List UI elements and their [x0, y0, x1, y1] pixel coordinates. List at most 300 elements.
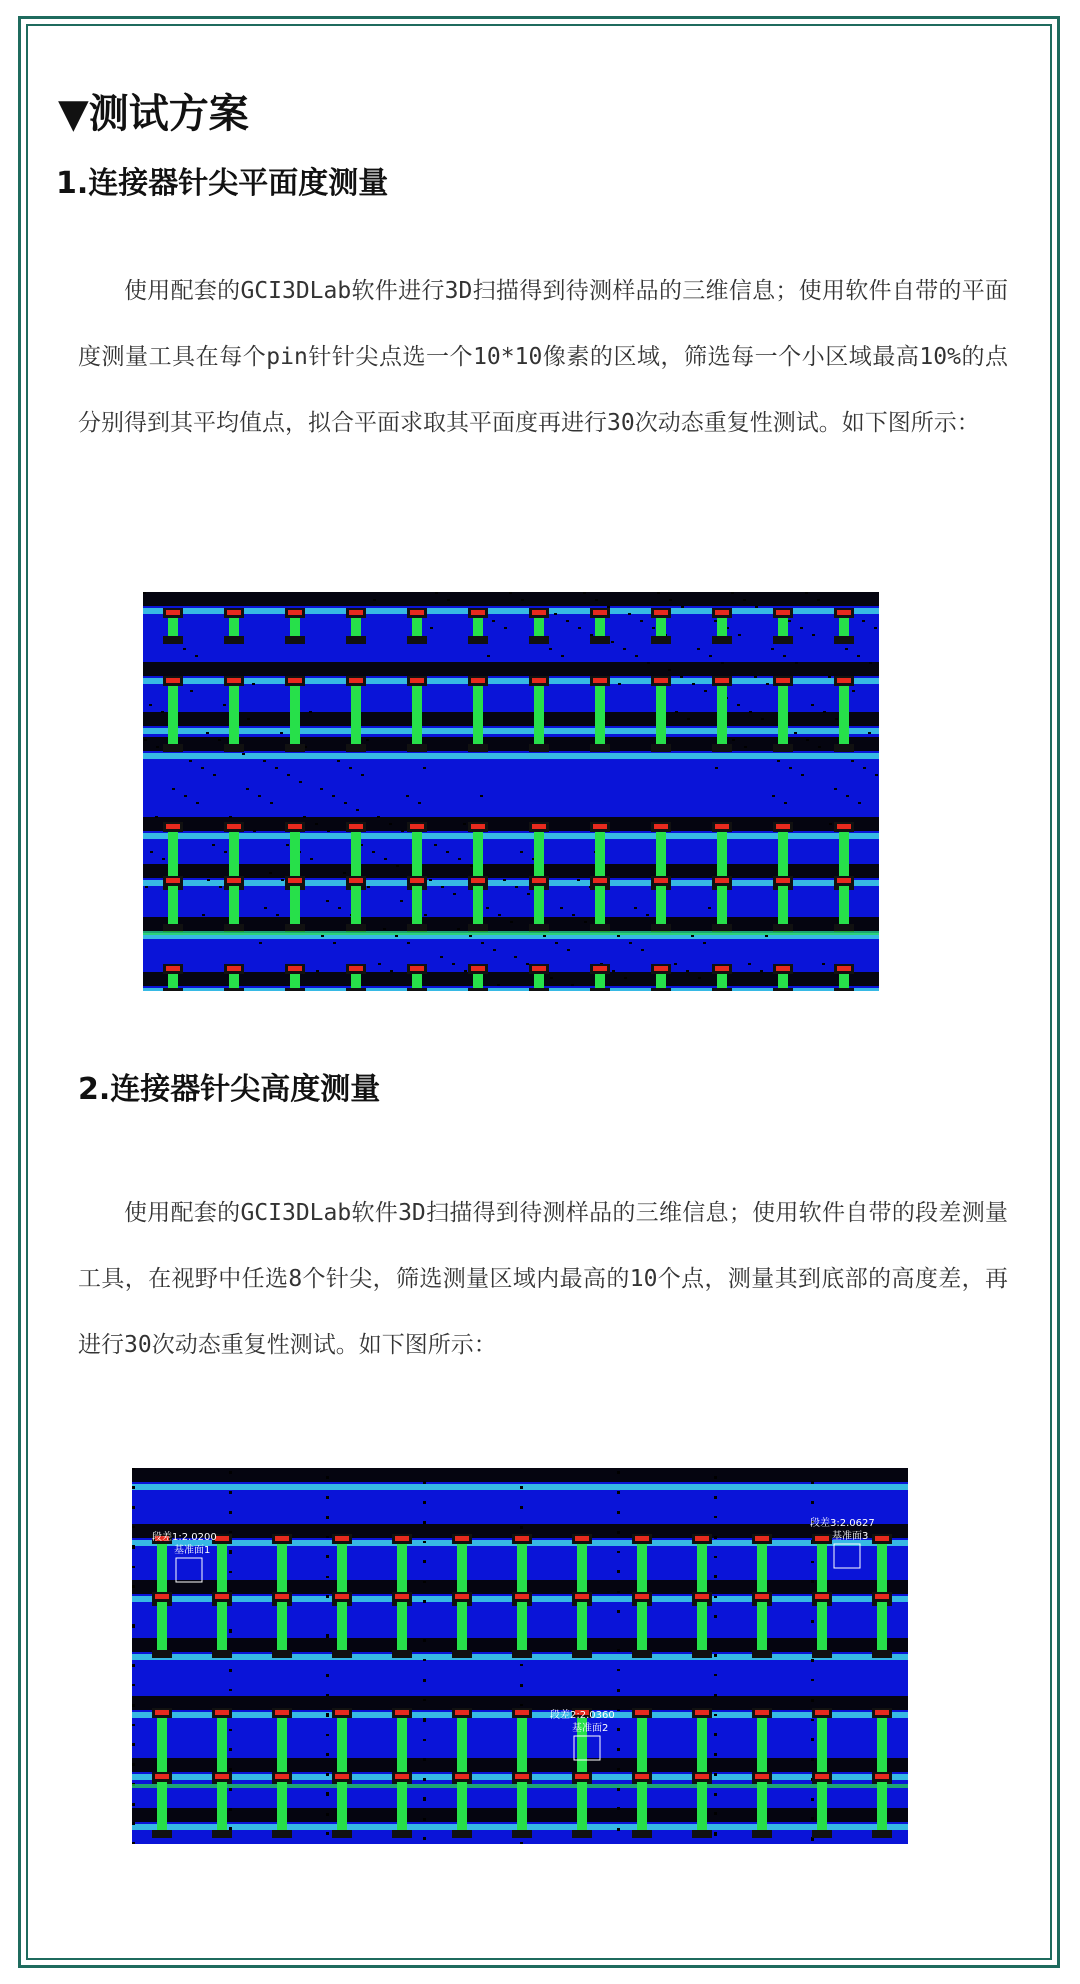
noise-speck	[714, 1793, 717, 1795]
noise-speck	[423, 1639, 426, 1641]
pin-foot	[163, 744, 183, 752]
pin-foot	[712, 924, 732, 932]
noise-speck	[822, 963, 825, 965]
pin-body	[697, 1542, 707, 1598]
pin-tip	[227, 966, 241, 971]
pin-body	[290, 972, 300, 988]
noise-speck	[229, 1689, 232, 1691]
noise-speck	[869, 662, 872, 664]
noise-speck	[811, 1580, 814, 1582]
noise-speck	[811, 1481, 814, 1483]
noise-speck	[748, 963, 751, 965]
pin-body	[351, 972, 361, 988]
noise-speck	[714, 1654, 717, 1656]
pin-body	[397, 1716, 407, 1776]
noise-speck	[258, 795, 261, 797]
annotation-value: 段差3:2.0627	[810, 1518, 875, 1529]
pin-foot	[590, 988, 610, 991]
pin-body	[839, 616, 849, 636]
pin-body	[577, 1542, 587, 1598]
noise-speck	[423, 1581, 426, 1583]
pin-foot	[272, 1830, 292, 1838]
pin-tip	[515, 1710, 529, 1715]
noise-speck	[817, 599, 820, 601]
pin-body	[817, 1600, 827, 1650]
noise-speck	[356, 809, 359, 811]
noise-speck	[326, 1595, 329, 1597]
pin-body	[290, 616, 300, 636]
pin-tip	[715, 610, 729, 615]
edge-smear	[143, 931, 879, 935]
pin-foot	[285, 744, 305, 752]
noise-speck	[578, 627, 581, 629]
noise-speck	[628, 613, 631, 615]
noise-speck	[299, 781, 302, 783]
pin-tip	[215, 1710, 229, 1715]
pin-foot	[512, 1830, 532, 1838]
noise-speck	[132, 1624, 135, 1626]
pin-foot	[212, 1650, 232, 1658]
pin-tip	[695, 1536, 709, 1541]
pin-body	[217, 1600, 227, 1650]
noise-speck	[617, 1649, 620, 1651]
pin-tip	[815, 1774, 829, 1779]
pin-body	[473, 616, 483, 636]
noise-speck	[132, 1585, 135, 1587]
noise-speck	[400, 900, 403, 902]
noise-speck	[784, 802, 787, 804]
pin-body	[656, 830, 666, 882]
pin-tip	[227, 610, 241, 615]
pin-body	[473, 972, 483, 988]
pin-body	[877, 1716, 887, 1776]
cyan-rail	[143, 833, 879, 839]
noise-speck	[858, 802, 861, 804]
noise-speck	[189, 760, 192, 762]
pin-tip	[695, 1594, 709, 1599]
noise-speck	[326, 1476, 329, 1478]
noise-speck	[423, 1560, 426, 1562]
noise-speck	[326, 1576, 329, 1578]
noise-speck	[714, 1733, 717, 1735]
noise-speck	[801, 774, 804, 776]
pin-body	[217, 1716, 227, 1776]
pin-body	[412, 884, 422, 924]
pin-body	[637, 1600, 647, 1650]
pin-tip	[471, 966, 485, 971]
noise-speck	[714, 1575, 717, 1577]
noise-speck	[714, 1753, 717, 1755]
noise-speck	[326, 1536, 329, 1538]
noise-speck	[492, 620, 495, 622]
noise-speck	[310, 858, 313, 860]
pin-body	[337, 1542, 347, 1598]
noise-speck	[223, 704, 226, 706]
noise-speck	[423, 1699, 426, 1701]
noise-speck	[150, 851, 153, 853]
pin-tip	[837, 966, 851, 971]
noise-speck	[212, 844, 215, 846]
pin-tip	[410, 678, 424, 683]
dark-band	[143, 662, 879, 676]
dark-band	[143, 972, 879, 986]
noise-speck	[811, 1699, 814, 1701]
paragraph-height: 使用配套的GCI3DLab软件3D扫描得到待测样品的三维信息；使用软件自带的段差测量工具，在视野中任选8个针尖，筛选测量区域内最高的10个点，测量其到底部的高度差，再进行30次动态重复性测试。如下图所示：	[78, 1200, 1008, 1358]
pin-tip	[776, 966, 790, 971]
pin-body	[534, 972, 544, 988]
noise-speck	[423, 1818, 426, 1820]
pin-tip	[875, 1710, 889, 1715]
pin-tip	[593, 878, 607, 883]
noise-speck	[766, 683, 769, 685]
pin-tip	[455, 1536, 469, 1541]
noise-speck	[207, 879, 210, 881]
noise-speck	[617, 1511, 620, 1513]
pin-tip	[166, 966, 180, 971]
noise-speck	[390, 970, 393, 972]
noise-speck	[668, 669, 671, 671]
pin-foot	[224, 924, 244, 932]
noise-speck	[423, 1600, 426, 1602]
noise-speck	[423, 1778, 426, 1780]
pin-tip	[776, 824, 790, 829]
pin-tip	[815, 1594, 829, 1599]
pin-foot	[407, 988, 427, 991]
noise-speck	[617, 1709, 620, 1711]
noise-speck	[457, 928, 460, 930]
noise-speck	[526, 963, 529, 965]
noise-speck	[287, 774, 290, 776]
pin-body	[595, 972, 605, 988]
noise-speck	[145, 886, 148, 888]
noise-speck	[246, 788, 249, 790]
pin-foot	[346, 988, 366, 991]
pin-tip	[155, 1594, 169, 1599]
pin-body	[778, 972, 788, 988]
pin-body	[717, 972, 727, 988]
noise-speck	[206, 732, 209, 734]
pin-body	[778, 830, 788, 882]
noise-speck	[732, 739, 735, 741]
noise-speck	[617, 1551, 620, 1553]
noise-speck	[470, 865, 473, 867]
noise-speck	[714, 1773, 717, 1775]
noise-speck	[423, 1659, 426, 1661]
pin-foot	[529, 988, 549, 991]
noise-speck	[384, 858, 387, 860]
section-title: ▼测试方案	[58, 91, 249, 137]
noise-speck	[259, 942, 262, 944]
noise-speck	[617, 1768, 620, 1770]
pin-tip	[275, 1774, 289, 1779]
noise-speck	[520, 1526, 523, 1528]
noise-speck	[617, 1807, 620, 1809]
noise-speck	[229, 1550, 232, 1552]
noise-speck	[527, 893, 530, 895]
pin-foot	[572, 1650, 592, 1658]
noise-speck	[687, 718, 690, 720]
noise-speck	[423, 1521, 426, 1523]
pin-body	[717, 616, 727, 636]
noise-speck	[811, 1561, 814, 1563]
noise-speck	[453, 893, 456, 895]
pin-tip	[654, 966, 668, 971]
noise-speck	[383, 928, 386, 930]
pin-body	[595, 830, 605, 882]
pin-tip	[815, 1710, 829, 1715]
pin-body	[351, 884, 361, 924]
pin-foot	[651, 636, 671, 644]
noise-speck	[229, 1669, 232, 1671]
noise-speck	[172, 788, 175, 790]
pin-tip	[410, 824, 424, 829]
pin-foot	[651, 924, 671, 932]
noise-speck	[794, 732, 797, 734]
noise-speck	[326, 1734, 329, 1736]
noise-speck	[623, 648, 626, 650]
pin-tip	[593, 610, 607, 615]
pin-tip	[288, 610, 302, 615]
pin-body	[229, 616, 239, 636]
pin-body	[778, 616, 788, 636]
pin-foot	[834, 636, 854, 644]
noise-speck	[550, 977, 553, 979]
noise-speck	[611, 641, 614, 643]
noise-speck	[406, 795, 409, 797]
pin-tip	[837, 678, 851, 683]
noise-speck	[698, 977, 701, 979]
noise-speck	[132, 1684, 135, 1686]
pin-tip	[755, 1594, 769, 1599]
noise-speck	[857, 655, 860, 657]
noise-speck	[423, 767, 426, 769]
noise-speck	[309, 711, 312, 713]
pin-body	[412, 616, 422, 636]
noise-speck	[510, 921, 513, 923]
noise-speck	[652, 627, 655, 629]
noise-speck	[377, 816, 380, 818]
pin-foot	[285, 924, 305, 932]
scan-image-step-height	[132, 1468, 908, 1844]
noise-speck	[515, 886, 518, 888]
noise-speck	[714, 1476, 717, 1478]
pin-body	[839, 884, 849, 924]
noise-speck	[326, 1496, 329, 1498]
pin-body	[168, 830, 178, 882]
noise-speck	[714, 1615, 717, 1617]
pin-foot	[773, 924, 793, 932]
pin-tip	[288, 678, 302, 683]
noise-speck	[503, 879, 506, 881]
noise-speck	[229, 1768, 232, 1770]
pin-foot	[407, 744, 427, 752]
pin-foot	[452, 1650, 472, 1658]
pin-body	[717, 884, 727, 924]
pin-tip	[815, 1536, 829, 1541]
pin-foot	[712, 744, 732, 752]
pin-body	[817, 1716, 827, 1776]
pin-tip	[575, 1774, 589, 1779]
noise-speck	[692, 683, 695, 685]
noise-speck	[344, 802, 347, 804]
pin-body	[290, 684, 300, 744]
pin-foot	[752, 1830, 772, 1838]
dark-band	[143, 917, 879, 931]
pin-foot	[392, 1830, 412, 1838]
noise-speck	[423, 1758, 426, 1760]
pin-tip	[155, 1774, 169, 1779]
pin-body	[534, 830, 544, 882]
noise-speck	[162, 858, 165, 860]
noise-speck	[617, 1748, 620, 1750]
pin-body	[656, 972, 666, 988]
pin-tip	[837, 610, 851, 615]
noise-speck	[715, 767, 718, 769]
annotation-ref: 基准面3	[832, 1531, 869, 1542]
noise-speck	[372, 851, 375, 853]
noise-speck	[560, 907, 563, 909]
pin-body	[595, 884, 605, 924]
noise-speck	[424, 914, 427, 916]
noise-speck	[326, 1634, 329, 1636]
pin-body	[517, 1600, 527, 1650]
noise-speck	[132, 1724, 135, 1726]
noise-speck	[868, 732, 871, 734]
noise-speck	[486, 907, 489, 909]
noise-speck	[263, 760, 266, 762]
pin-body	[817, 1542, 827, 1598]
dark-band	[143, 864, 879, 878]
noise-speck	[497, 984, 500, 986]
pin-body	[412, 972, 422, 988]
dark-band	[143, 737, 879, 751]
pin-body	[168, 972, 178, 988]
pin-body	[397, 1542, 407, 1598]
pin-body	[757, 1600, 767, 1650]
pin-foot	[332, 1650, 352, 1658]
noise-speck	[315, 823, 318, 825]
noise-speck	[337, 760, 340, 762]
pin-foot	[773, 744, 793, 752]
noise-speck	[219, 886, 222, 888]
pin-tip	[755, 1774, 769, 1779]
pin-tip	[575, 1536, 589, 1541]
scan-image-flatness	[143, 592, 879, 991]
noise-speck	[132, 1664, 135, 1666]
noise-speck	[811, 1620, 814, 1622]
pin-tip	[532, 824, 546, 829]
pin-body	[839, 972, 849, 988]
pin-body	[229, 884, 239, 924]
pin-foot	[468, 636, 488, 644]
pin-body	[656, 616, 666, 636]
pin-tip	[335, 1594, 349, 1599]
pin-body	[534, 684, 544, 744]
pin-foot	[712, 988, 732, 991]
noise-speck	[846, 795, 849, 797]
noise-speck	[252, 683, 255, 685]
pin-body	[457, 1716, 467, 1776]
dark-band	[143, 592, 879, 606]
pin-foot	[346, 636, 366, 644]
noise-speck	[755, 606, 758, 608]
pin-body	[577, 1600, 587, 1650]
noise-speck	[446, 851, 449, 853]
pin-body	[778, 684, 788, 744]
pin-body	[412, 830, 422, 882]
pin-foot	[812, 1650, 832, 1658]
pin-tip	[635, 1536, 649, 1541]
pin-body	[217, 1542, 227, 1598]
noise-speck	[132, 1486, 135, 1488]
noise-speck	[321, 935, 324, 937]
pin-foot	[651, 988, 671, 991]
noise-speck	[229, 1729, 232, 1731]
noise-speck	[543, 935, 546, 937]
pin-foot	[529, 744, 549, 752]
noise-speck	[634, 907, 637, 909]
noise-speck	[571, 984, 574, 986]
noise-speck	[584, 921, 587, 923]
noise-speck	[703, 942, 706, 944]
noise-speck	[811, 1758, 814, 1760]
pin-tip	[875, 1536, 889, 1541]
pin-body	[351, 830, 361, 882]
pin-tip	[715, 678, 729, 683]
noise-speck	[149, 704, 152, 706]
noise-speck	[709, 655, 712, 657]
noise-speck	[132, 1545, 135, 1547]
noise-speck	[555, 942, 558, 944]
pin-tip	[335, 1710, 349, 1715]
noise-speck	[320, 788, 323, 790]
dark-band	[143, 817, 879, 831]
annotation-ref: 基准面1	[174, 1545, 211, 1556]
noise-speck	[229, 1748, 232, 1750]
noise-speck	[646, 914, 649, 916]
noise-speck	[520, 1704, 523, 1706]
noise-speck	[423, 1679, 426, 1681]
noise-speck	[806, 739, 809, 741]
noise-speck	[201, 767, 204, 769]
noise-speck	[463, 823, 466, 825]
noise-speck	[765, 935, 768, 937]
pin-foot	[632, 1650, 652, 1658]
noise-speck	[520, 1506, 523, 1508]
noise-speck	[264, 907, 267, 909]
noise-speck	[714, 1596, 717, 1598]
pin-tip	[471, 678, 485, 683]
pin-foot	[163, 988, 183, 991]
noise-speck	[612, 970, 615, 972]
pin-foot	[152, 1830, 172, 1838]
noise-speck	[549, 648, 552, 650]
noise-speck	[811, 1719, 814, 1721]
noise-speck	[744, 746, 747, 748]
noise-speck	[504, 627, 507, 629]
noise-speck	[520, 851, 523, 853]
noise-speck	[704, 690, 707, 692]
noise-speck	[811, 1738, 814, 1740]
noise-speck	[708, 907, 711, 909]
noise-speck	[835, 718, 838, 720]
pin-foot	[285, 988, 305, 991]
pin-foot	[285, 636, 305, 644]
pin-foot	[392, 1650, 412, 1658]
pin-tip	[349, 878, 363, 883]
noise-speck	[617, 1669, 620, 1671]
pin-body	[277, 1716, 287, 1776]
